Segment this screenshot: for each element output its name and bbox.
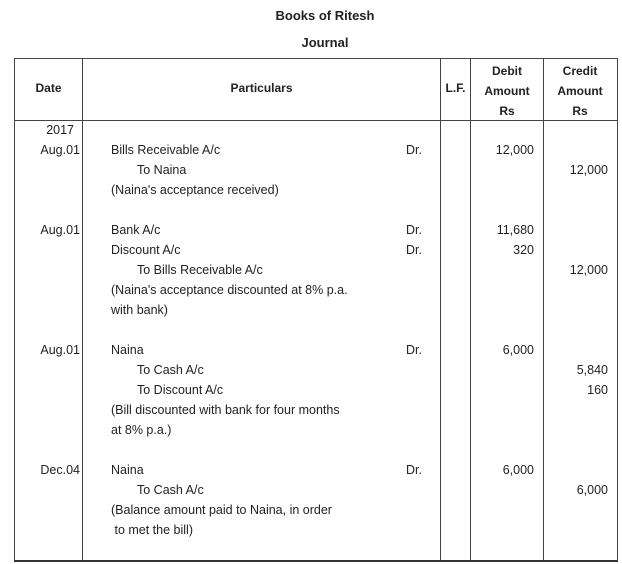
header-credit-line1: Credit xyxy=(562,64,598,78)
entry-date: Aug.01 xyxy=(40,223,80,237)
header-particulars: Particulars xyxy=(230,81,293,95)
header-date: Date xyxy=(35,81,62,95)
credit-amount: 6,000 xyxy=(576,483,608,497)
dr-marker: Dr. xyxy=(406,243,422,257)
header-credit-line2: Amount xyxy=(557,84,603,98)
book-title: Books of Ritesh xyxy=(275,8,375,23)
narration-line: (Naina's acceptance received) xyxy=(111,183,279,197)
narration-line: (Naina's acceptance discounted at 8% p.a. xyxy=(111,283,348,297)
particulars-line: To Discount A/c xyxy=(137,383,224,397)
entry-date: Dec.04 xyxy=(40,463,80,477)
debit-amount: 12,000 xyxy=(495,143,534,157)
particulars-line: Naina xyxy=(111,463,144,477)
dr-marker: Dr. xyxy=(406,343,422,357)
particulars-line: To Cash A/c xyxy=(137,483,204,497)
journal-title: Journal xyxy=(301,35,349,50)
col-divider-date xyxy=(82,58,83,562)
dr-marker: Dr. xyxy=(406,223,422,237)
credit-amount: 12,000 xyxy=(569,163,608,177)
header-credit xyxy=(544,61,616,121)
particulars-line: To Bills Receivable A/c xyxy=(137,263,263,277)
entry-date: Aug.01 xyxy=(40,143,80,157)
particulars-line: To Naina xyxy=(137,163,187,177)
dr-marker: Dr. xyxy=(406,143,422,157)
table-bottom-border xyxy=(14,560,617,562)
dr-marker: Dr. xyxy=(406,463,422,477)
particulars-line: Bank A/c xyxy=(111,223,161,237)
header-debit-line1: Debit xyxy=(492,64,522,78)
header-debit-line3: Rs xyxy=(499,104,515,118)
debit-amount: 6,000 xyxy=(502,463,534,477)
narration-line: (Bill discounted with bank for four months xyxy=(111,403,340,417)
col-divider-particulars xyxy=(440,58,441,562)
particulars-line: Bills Receivable A/c xyxy=(111,143,221,157)
header-credit-line3: Rs xyxy=(572,104,588,118)
narration-line: to met the bill) xyxy=(111,523,193,537)
entry-year: 2017 xyxy=(46,123,74,137)
journal-table xyxy=(14,58,618,562)
col-divider-debit xyxy=(543,58,544,562)
credit-amount: 160 xyxy=(587,383,608,397)
col-divider-lf xyxy=(470,58,471,562)
particulars-line: Naina xyxy=(111,343,144,357)
header-debit xyxy=(471,61,543,121)
narration-line: (Balance amount paid to Naina, in order xyxy=(111,503,332,517)
particulars-line: Discount A/c xyxy=(111,243,181,257)
credit-amount: 12,000 xyxy=(569,263,608,277)
debit-amount: 320 xyxy=(513,243,534,257)
narration-line: with bank) xyxy=(111,303,168,317)
entry-date: Aug.01 xyxy=(40,343,80,357)
debit-amount: 11,680 xyxy=(496,223,534,237)
debit-amount: 6,000 xyxy=(502,343,534,357)
header-lf: L.F. xyxy=(445,81,466,95)
header-debit-line2: Amount xyxy=(484,84,530,98)
narration-line: at 8% p.a.) xyxy=(111,423,172,437)
credit-amount: 5,840 xyxy=(576,363,608,377)
particulars-line: To Cash A/c xyxy=(137,363,204,377)
